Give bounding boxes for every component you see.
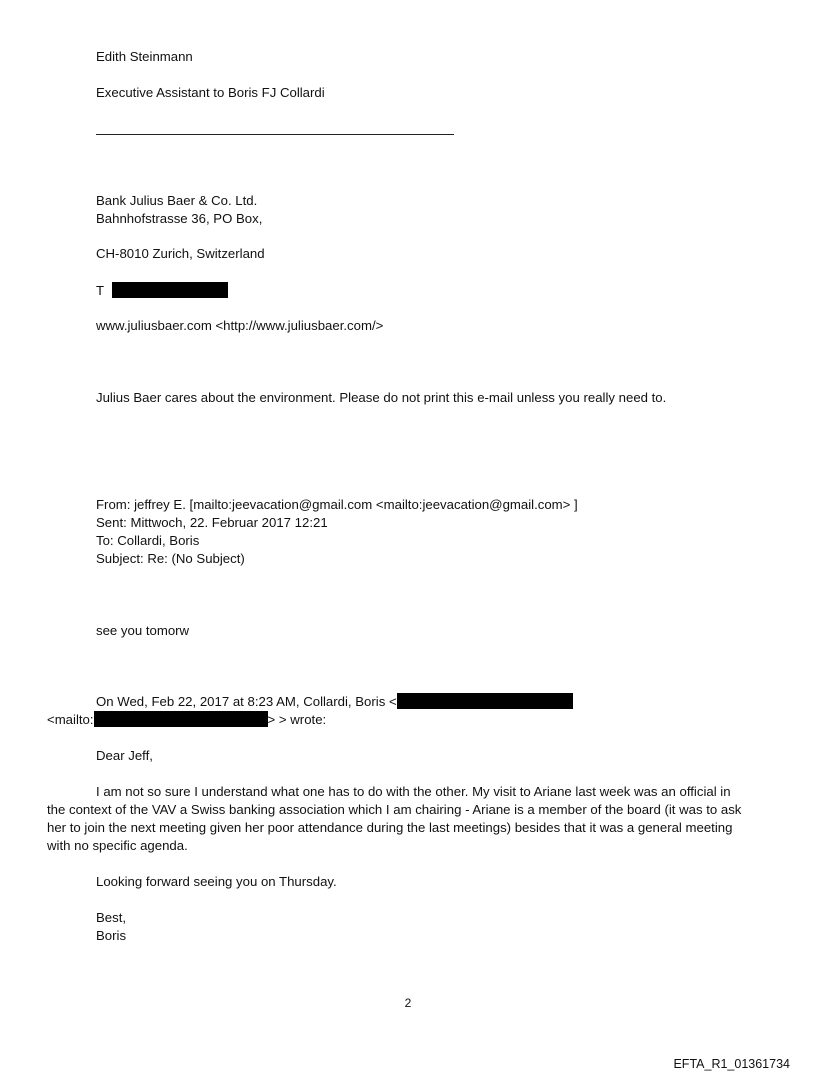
quote-intro-b: <mailto: <box>47 712 94 727</box>
phone-label: T <box>96 283 104 298</box>
quote-body-line4: with no specific agenda. <box>47 838 188 853</box>
redaction-email-1 <box>397 693 573 709</box>
email-sent: Sent: Mittwoch, 22. Februar 2017 12:21 <box>96 515 328 530</box>
redaction-email-2 <box>94 711 268 727</box>
quote-intro-line1 <box>96 693 573 711</box>
page-number: 2 <box>404 996 412 1010</box>
quote-greeting: Dear Jeff, <box>96 748 153 763</box>
reply-text: see you tomorw <box>96 623 190 638</box>
quote-sign-best: Best, <box>96 910 127 925</box>
quote-intro-c: > > wrote: <box>267 712 327 727</box>
email-subject: Subject: Re: (No Subject) <box>96 551 245 566</box>
street-address: Bahnhofstrasse 36, PO Box, <box>96 211 263 226</box>
signature-name: Edith Steinmann <box>96 49 193 64</box>
website-link[interactable]: www.juliusbaer.com <http://www.juliusbaer.com/> <box>96 318 384 333</box>
disclaimer-text: Julius Baer cares about the environment. Please do not print this e-mail unless you really need to. <box>96 390 667 405</box>
separator-rule <box>96 134 454 135</box>
city-address: CH-8010 Zurich, Switzerland <box>96 246 265 261</box>
signature-title: Executive Assistant to Boris FJ Collardi <box>96 85 325 100</box>
quote-intro-a: On Wed, Feb 22, 2017 at 8:23 AM, Collardi, Boris < <box>96 694 397 709</box>
quote-body-line1: I am not so sure I understand what one has to do with the other. My visit to Ariane last week was an official in <box>96 784 731 799</box>
quote-body-line2: the context of the VAV a Swiss banking association which I am chairing - Ariane is a member of the board (it was to ask <box>47 802 742 817</box>
phone-line <box>96 282 228 300</box>
quote-intro-line2 <box>47 711 326 729</box>
document-id: EFTA_R1_01361734 <box>673 1057 790 1071</box>
redaction-phone <box>112 282 228 298</box>
quote-closing: Looking forward seeing you on Thursday. <box>96 874 337 889</box>
email-from: From: jeffrey E. [mailto:jeevacation@gmail.com <mailto:jeevacation@gmail.com> ] <box>96 497 578 512</box>
email-to: To: Collardi, Boris <box>96 533 200 548</box>
company-name: Bank Julius Baer & Co. Ltd. <box>96 193 258 208</box>
quote-body-line3: her to join the next meeting given her poor attendance during the last meetings) besides that it was a general meeting <box>47 820 733 835</box>
quote-sign-name: Boris <box>96 928 127 943</box>
